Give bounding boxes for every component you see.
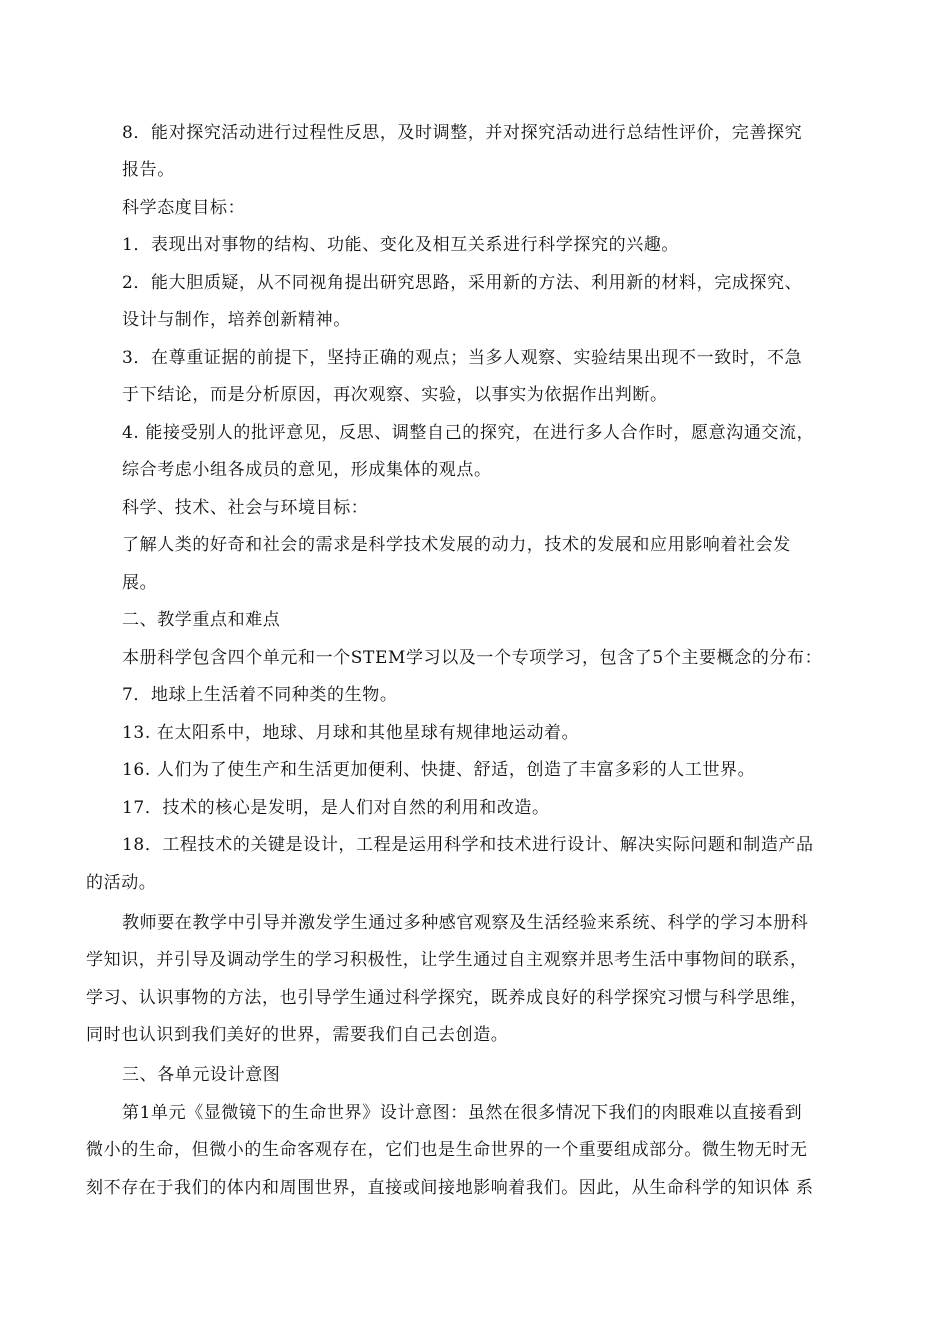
text-line: 3．在尊重证据的前提下，坚持正确的观点；当多人观察、实验结果出现不一致时，不急 [122,348,803,368]
section-heading: 三、各单元设计意图 [122,1065,281,1085]
text-line: 设计与制作，培养创新精神。 [122,310,351,330]
list-item: 7．地球上生活着不同种类的生物。 [122,685,398,705]
text-line: 1．表现出对事物的结构、功能、变化及相互关系进行科学探究的兴趣。 [122,235,680,255]
list-item: 16. 人们为了使生产和生活更加便利、快捷、舒适，创造了丰富多彩的人工世界。 [122,760,756,780]
section-heading: 科学、技术、社会与环境目标： [122,498,369,518]
text-line: 8．能对探究活动进行过程性反思，及时调整，并对探究活动进行总结性评价，完善探究 [122,123,803,143]
section-heading: 二、教学重点和难点 [122,610,281,630]
text-line: 4. 能接受别人的批评意见，反思、调整自己的探究，在进行多人合作时，愿意沟通交流， [122,423,815,443]
text-line: 刻不存在于我们的体内和周围世界，直接或间接地影响着我们。因此，从生命科学的知识体 系 [86,1178,814,1198]
list-item: 13. 在太阳系中，地球、月球和其他星球有规律地运动着。 [122,723,580,743]
text-line: 报告。 [122,160,175,180]
text-line: 学知识，并引导及调动学生的学习积极性，让学生通过自主观察并思考生活中事物间的联系， [86,950,808,970]
text-line: 同时也认识到我们美好的世界，需要我们自己去创造。 [86,1025,509,1045]
text-line: 本册科学包含四个单元和一个STEM学习以及一个专项学习，包含了5个主要概念的分布： [122,648,823,668]
text-line: 的活动。 [86,873,157,893]
text-line: 第1单元《显微镜下的生命世界》设计意图：虽然在很多情况下我们的肉眼难以直接看到 [122,1103,803,1123]
text-line: 学习、认识事物的方法，也引导学生通过科学探究，既养成良好的科学探究习惯与科学思维， [86,988,808,1008]
text-line: 了解人类的好奇和社会的需求是科学技术发展的动力，技术的发展和应用影响着社会发 [122,535,791,555]
text-line: 2．能大胆质疑，从不同视角提出研究思路，采用新的方法、利用新的材料，完成探究、 [122,273,803,293]
text-line: 于下结论，而是分析原因，再次观察、实验，以事实为依据作出判断。 [122,385,668,405]
list-item: 17．技术的核心是发明，是人们对自然的利用和改造。 [122,798,550,818]
text-line: 教师要在教学中引导并激发学生通过多种感官观察及生活经验来系统、科学的学习本册科 [122,913,809,933]
section-heading: 科学态度目标： [122,198,246,218]
text-line: 微小的生命，但微小的生命客观存在，它们也是生命世界的一个重要组成部分。微生物无时无 [86,1140,808,1160]
list-item: 18．工程技术的关键是设计，工程是运用科学和技术进行设计、解决实际问题和制造产品 [122,835,814,855]
text-line: 综合考虑小组各成员的意见，形成集体的观点。 [122,460,492,480]
text-line: 展。 [122,573,158,593]
